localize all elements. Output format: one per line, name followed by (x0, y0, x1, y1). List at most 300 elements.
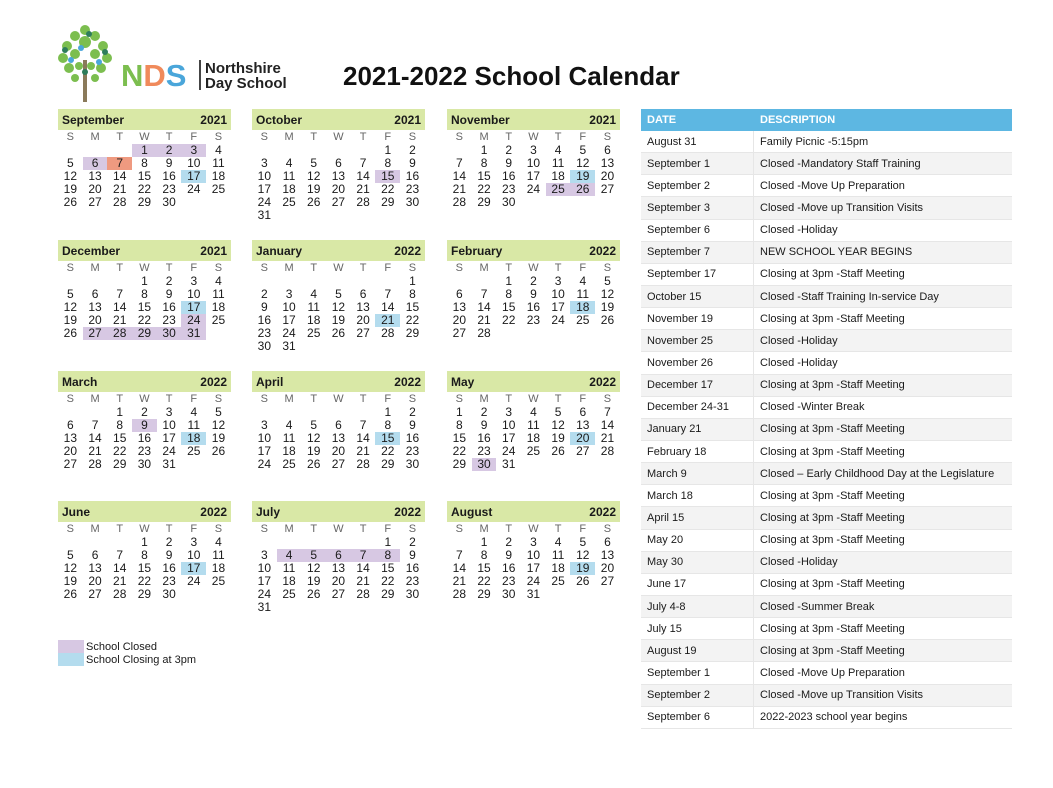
column-header-description: DESCRIPTION (760, 114, 836, 126)
day-cell: 23 (257, 326, 272, 340)
month-header (252, 109, 425, 130)
column-header-date: DATE (647, 114, 677, 126)
table-row (641, 397, 1012, 419)
weekday-label: T (116, 523, 124, 535)
day-cell: 4 (310, 287, 318, 301)
weekday-label: S (214, 393, 223, 405)
event-description: Closed -Staff Training In-service Day (760, 290, 939, 303)
day-cell: 25 (282, 457, 296, 471)
event-description: Closed -Move Up Preparation (760, 179, 905, 192)
weekday-label: M (90, 393, 100, 405)
day-cell: 3 (554, 274, 562, 288)
day-cell: 1 (505, 274, 513, 288)
day-cell: 19 (570, 170, 595, 183)
weekday-label: S (455, 523, 464, 535)
day-cell: 5 (215, 405, 222, 419)
table-row (641, 596, 1012, 618)
weekday-label: S (408, 393, 417, 405)
event-description: Closing at 3pm -Staff Meeting (760, 511, 905, 524)
month-april (252, 371, 425, 471)
event-date: December 17 (641, 375, 754, 396)
day-cell: 28 (452, 195, 467, 209)
day-cell: 16 (162, 300, 176, 314)
day-cell: 21 (356, 574, 370, 588)
weekday-label: F (579, 262, 587, 274)
day-cell: 12 (307, 431, 321, 445)
table-row (641, 574, 1012, 596)
month-name: February (451, 243, 503, 258)
day-cell: 29 (477, 195, 491, 209)
day-cell: 20 (63, 444, 78, 458)
day-grid (447, 392, 620, 471)
day-cell: 25 (307, 326, 321, 340)
weekday-label: T (165, 523, 173, 535)
day-cell: 30 (257, 339, 272, 353)
day-cell: 28 (88, 457, 102, 471)
day-cell: 23 (162, 182, 176, 196)
day-cell: 12 (576, 156, 590, 170)
month-june (58, 501, 231, 601)
weekday-label: W (139, 131, 150, 143)
day-cell: 15 (137, 300, 152, 314)
weekday-label: S (603, 523, 612, 535)
day-cell: 12 (307, 561, 321, 575)
day-cell: 2 (505, 143, 513, 157)
weekday-label: F (384, 262, 392, 274)
month-header (252, 240, 425, 261)
day-cell: 9 (530, 287, 537, 301)
event-date: March 9 (641, 463, 754, 484)
day-cell: 12 (600, 287, 615, 301)
day-cell: 21 (113, 182, 127, 196)
day-cell: 3 (181, 144, 206, 157)
day-cell: 21 (375, 314, 400, 327)
month-september (58, 109, 231, 209)
day-cell: 25 (551, 574, 565, 588)
day-cell: 1 (141, 535, 148, 549)
day-cell: 11 (282, 561, 296, 575)
day-cell: 29 (113, 457, 127, 471)
day-cell: 31 (181, 327, 206, 340)
legend-item-closed (58, 640, 196, 653)
event-date: September 6 (641, 707, 754, 728)
weekday-label: S (260, 262, 269, 274)
weekday-label: S (66, 393, 75, 405)
month-year: 2022 (394, 504, 421, 519)
event-description: Closing at 3pm -Staff Meeting (760, 578, 905, 591)
day-cell: 28 (356, 457, 370, 471)
day-cell: 1 (116, 405, 124, 419)
day-cell: 23 (405, 182, 420, 196)
day-cell: 27 (576, 444, 590, 458)
table-row (641, 552, 1012, 574)
day-cell: 26 (63, 326, 78, 340)
weekday-label: W (139, 393, 150, 405)
day-cell: 19 (307, 574, 321, 588)
day-grid (252, 522, 425, 614)
day-cell: 22 (477, 574, 491, 588)
day-cell: 8 (480, 548, 488, 562)
day-cell: 21 (88, 444, 102, 458)
day-cell: 9 (165, 156, 173, 170)
month-year: 2022 (589, 243, 616, 258)
day-cell: 20 (331, 182, 346, 196)
day-cell: 14 (452, 561, 467, 575)
event-date: November 25 (641, 330, 754, 351)
month-header (58, 501, 231, 522)
day-cell: 16 (137, 431, 152, 445)
day-cell: 29 (381, 457, 395, 471)
day-cell: 13 (331, 431, 346, 445)
day-cell: 25 (187, 444, 201, 458)
month-year: 2022 (589, 504, 616, 519)
event-description: Closed -Move Up Preparation (760, 666, 905, 679)
day-cell: 24 (526, 182, 541, 196)
day-cell: 3 (530, 535, 537, 549)
event-date: September 2 (641, 175, 754, 196)
day-cell: 2 (141, 405, 148, 419)
weekday-label: S (214, 523, 223, 535)
day-cell: 2 (530, 274, 537, 288)
month-name: April (256, 374, 284, 389)
day-cell: 26 (307, 195, 321, 209)
school-logo (55, 20, 295, 104)
event-description: Closing at 3pm -Staff Meeting (760, 644, 905, 657)
day-cell: 7 (480, 287, 488, 301)
day-cell: 16 (502, 169, 516, 183)
day-cell: 30 (137, 457, 152, 471)
day-cell: 21 (113, 313, 127, 327)
day-cell: 31 (282, 339, 296, 353)
day-grid (58, 130, 231, 209)
day-grid (252, 130, 425, 222)
day-cell: 13 (356, 300, 370, 314)
event-description: Closing at 3pm -Staff Meeting (760, 379, 905, 392)
day-cell: 24 (257, 457, 272, 471)
day-cell: 6 (579, 405, 587, 419)
weekday-label: T (554, 262, 562, 274)
day-cell: 24 (187, 574, 201, 588)
day-cell: 1 (132, 144, 157, 157)
day-cell: 12 (63, 561, 78, 575)
month-july (252, 501, 425, 614)
day-cell: 10 (257, 169, 272, 183)
day-cell: 5 (301, 549, 326, 562)
event-date: September 1 (641, 662, 754, 683)
day-cell: 23 (526, 313, 541, 327)
weekday-label: T (165, 262, 173, 274)
day-grid (58, 392, 231, 471)
day-cell: 2 (409, 535, 416, 549)
day-cell: 17 (282, 313, 296, 327)
day-cell: 21 (113, 574, 127, 588)
day-cell: 27 (331, 587, 346, 601)
weekday-label: W (139, 523, 150, 535)
event-description: Closing at 3pm -Staff Meeting (760, 312, 905, 325)
day-cell: 10 (187, 287, 201, 301)
day-cell: 21 (452, 574, 467, 588)
day-cell: 3 (261, 418, 268, 432)
day-cell: 30 (405, 195, 420, 209)
day-cell: 4 (285, 418, 293, 432)
day-cell: 17 (257, 444, 272, 458)
day-cell: 6 (67, 418, 74, 432)
day-cell: 9 (409, 418, 416, 432)
weekday-label: S (66, 523, 75, 535)
day-cell: 15 (137, 169, 152, 183)
day-cell: 20 (88, 182, 102, 196)
day-cell: 18 (211, 169, 226, 183)
day-cell: 16 (477, 431, 491, 445)
month-header (58, 371, 231, 392)
day-cell: 7 (456, 156, 463, 170)
day-cell: 5 (579, 143, 587, 157)
table-row (641, 640, 1012, 662)
day-cell: 11 (307, 300, 320, 314)
day-cell: 24 (257, 587, 272, 601)
table-row (641, 441, 1012, 463)
weekday-label: M (284, 393, 294, 405)
day-cell: 20 (600, 561, 615, 575)
table-row (641, 286, 1012, 308)
event-date: September 2 (641, 685, 754, 706)
day-cell: 8 (456, 418, 463, 432)
weekday-label: M (479, 393, 489, 405)
day-cell: 20 (88, 574, 102, 588)
table-row (641, 463, 1012, 485)
weekday-label: S (455, 393, 464, 405)
day-cell: 14 (113, 300, 127, 314)
event-date: September 1 (641, 153, 754, 174)
weekday-label: W (333, 131, 344, 143)
day-cell: 26 (576, 574, 590, 588)
day-cell: 20 (600, 169, 615, 183)
day-cell: 31 (257, 600, 272, 614)
weekday-label: W (333, 262, 344, 274)
day-cell: 24 (502, 444, 516, 458)
weekday-label: F (384, 131, 392, 143)
day-cell: 21 (452, 182, 467, 196)
weekday-label: T (310, 262, 318, 274)
day-cell: 13 (452, 300, 467, 314)
day-cell: 25 (211, 182, 226, 196)
day-cell: 6 (456, 287, 463, 301)
day-cell: 29 (137, 587, 152, 601)
day-cell: 6 (359, 287, 367, 301)
day-cell: 11 (212, 287, 225, 301)
day-cell: 24 (181, 314, 206, 327)
weekday-label: S (603, 131, 612, 143)
day-cell: 16 (257, 313, 272, 327)
day-cell: 28 (381, 326, 395, 340)
day-cell: 26 (63, 195, 78, 209)
day-cell: 12 (63, 169, 78, 183)
day-cell: 20 (331, 444, 346, 458)
event-date: June 17 (641, 574, 754, 595)
day-cell: 11 (551, 156, 565, 170)
table-row (641, 707, 1012, 729)
weekday-label: T (359, 523, 367, 535)
day-cell: 10 (257, 561, 272, 575)
day-cell: 3 (285, 287, 293, 301)
day-cell: 14 (113, 561, 127, 575)
day-cell: 26 (551, 444, 565, 458)
day-cell: 20 (570, 432, 595, 445)
weekday-label: F (579, 131, 587, 143)
day-cell: 27 (331, 457, 346, 471)
month-march (58, 371, 231, 471)
event-date: September 6 (641, 220, 754, 241)
day-cell: 30 (162, 587, 176, 601)
table-row (641, 352, 1012, 374)
day-cell: 26 (307, 587, 321, 601)
day-cell: 22 (137, 182, 152, 196)
day-cell: 27 (88, 195, 102, 209)
day-cell: 24 (551, 313, 565, 327)
legend-swatch-closed (58, 640, 84, 653)
weekday-label: W (333, 393, 344, 405)
event-description: NEW SCHOOL YEAR BEGINS (760, 246, 913, 259)
day-cell: 7 (116, 548, 124, 562)
day-cell: 21 (356, 182, 370, 196)
day-cell: 12 (576, 548, 590, 562)
day-cell: 10 (502, 418, 516, 432)
day-cell: 19 (551, 431, 565, 445)
day-cell: 14 (452, 169, 467, 183)
month-year: 2021 (589, 112, 616, 127)
weekday-label: W (528, 523, 539, 535)
month-name: September (62, 112, 125, 127)
weekday-label: T (359, 131, 367, 143)
day-cell: 27 (600, 182, 615, 196)
day-cell: 5 (554, 405, 562, 419)
table-row (641, 131, 1012, 153)
day-cell: 23 (405, 444, 420, 458)
event-description: Closing at 3pm -Staff Meeting (760, 445, 905, 458)
day-cell: 8 (384, 418, 392, 432)
day-cell: 31 (257, 208, 272, 222)
day-cell: 28 (107, 327, 132, 340)
month-name: March (62, 374, 98, 389)
day-cell: 23 (137, 444, 152, 458)
event-date: November 19 (641, 308, 754, 329)
weekday-label: T (310, 523, 318, 535)
month-name: December (62, 243, 121, 258)
weekday-label: F (579, 393, 587, 405)
logo-school-name: Northshire Day School (205, 60, 287, 92)
weekday-label: F (190, 131, 198, 143)
day-cell: 13 (88, 300, 102, 314)
month-header (447, 109, 620, 130)
day-cell: 9 (132, 419, 157, 432)
day-cell: 23 (162, 574, 176, 588)
logo-divider (199, 60, 201, 90)
day-cell: 8 (375, 549, 400, 562)
weekday-label: T (165, 131, 173, 143)
table-row (641, 264, 1012, 286)
weekday-label: T (359, 393, 367, 405)
month-october (252, 109, 425, 222)
day-cell: 25 (576, 313, 590, 327)
day-cell: 30 (502, 587, 516, 601)
weekday-label: S (260, 393, 269, 405)
month-name: January (256, 243, 303, 258)
day-cell: 15 (381, 561, 395, 575)
weekday-label: S (455, 262, 464, 274)
weekday-label: W (528, 393, 539, 405)
day-cell: 24 (526, 574, 541, 588)
weekday-label: S (214, 262, 223, 274)
day-cell: 19 (63, 313, 78, 327)
event-date: July 15 (641, 618, 754, 639)
day-cell: 31 (162, 457, 176, 471)
day-cell: 1 (409, 274, 416, 288)
day-cell: 27 (452, 326, 467, 340)
month-name: November (451, 112, 510, 127)
day-cell: 29 (132, 327, 157, 340)
day-cell: 18 (282, 444, 296, 458)
day-cell: 1 (480, 535, 488, 549)
day-cell: 7 (116, 287, 124, 301)
weekday-label: T (505, 262, 513, 274)
day-cell: 17 (526, 561, 541, 575)
month-year: 2022 (394, 374, 421, 389)
event-date: March 18 (641, 485, 754, 506)
day-cell: 9 (505, 156, 513, 170)
day-cell: 30 (405, 587, 420, 601)
day-cell: 11 (187, 418, 201, 432)
day-cell: 28 (356, 587, 370, 601)
day-cell: 6 (83, 157, 108, 170)
day-cell: 16 (162, 561, 176, 575)
day-cell: 4 (215, 143, 222, 157)
day-cell: 24 (257, 195, 272, 209)
day-cell: 16 (405, 169, 420, 183)
day-cell: 10 (187, 156, 201, 170)
day-cell: 17 (181, 301, 206, 314)
table-row (641, 685, 1012, 707)
day-cell: 4 (285, 156, 293, 170)
day-cell: 4 (190, 405, 198, 419)
month-year: 2022 (394, 243, 421, 258)
day-cell: 22 (452, 444, 467, 458)
day-cell: 1 (141, 274, 148, 288)
day-cell: 7 (107, 157, 132, 170)
day-cell: 7 (351, 549, 376, 562)
event-date: August 31 (641, 131, 754, 152)
day-cell: 21 (600, 431, 615, 445)
day-cell: 8 (505, 287, 513, 301)
day-cell: 11 (282, 169, 296, 183)
day-grid (447, 522, 620, 601)
day-cell: 6 (604, 143, 611, 157)
day-cell: 9 (409, 548, 416, 562)
weekday-label: T (359, 262, 367, 274)
day-cell: 27 (63, 457, 78, 471)
weekday-label: S (66, 262, 75, 274)
day-cell: 8 (141, 287, 148, 301)
day-cell: 22 (137, 574, 152, 588)
tree-icon (55, 20, 117, 104)
day-grid (447, 130, 620, 209)
day-cell: 14 (356, 169, 370, 183)
day-cell: 6 (91, 287, 99, 301)
day-grid (447, 261, 620, 340)
month-year: 2021 (200, 112, 227, 127)
day-cell: 15 (375, 170, 400, 183)
day-cell: 17 (551, 300, 565, 314)
event-description: Closed -Move up Transition Visits (760, 689, 924, 702)
